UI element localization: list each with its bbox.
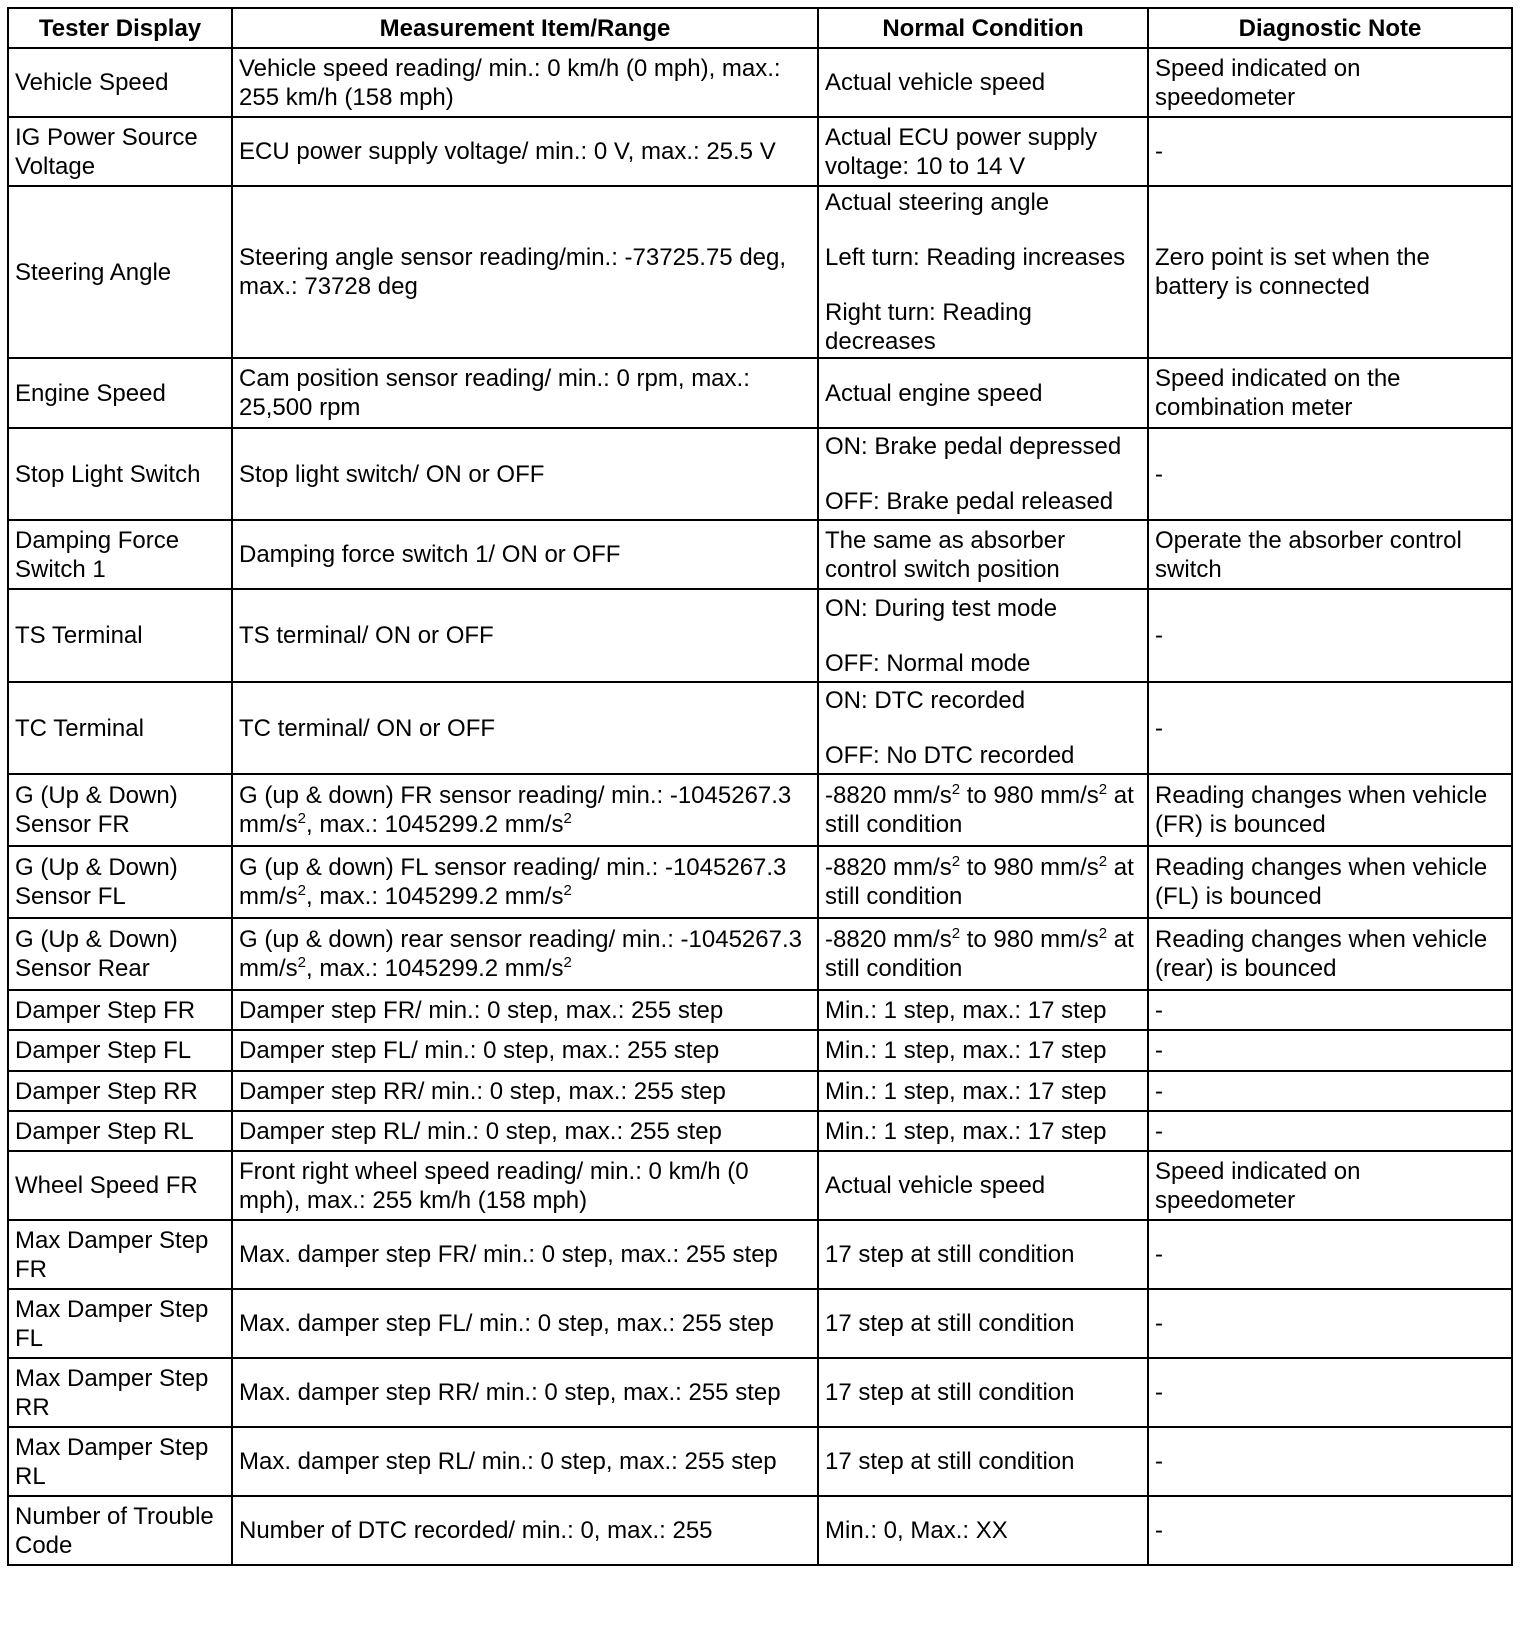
cell-text: Damper step FR/ min.: 0 step, max.: 255 step	[239, 996, 724, 1024]
diagnostic-note-cell	[1148, 774, 1512, 846]
cell-text: Reading changes when vehicle (rear) is bounced	[1155, 926, 1488, 982]
cell-text: -	[1155, 996, 1163, 1024]
exponent: 2	[1098, 781, 1108, 798]
normal-condition-cell	[818, 682, 1148, 774]
cell-text: Min.: 1 step, max.: 17 step	[825, 1077, 1107, 1105]
cell-text: -8820 $mm/s^2$ to 980 $mm/s^2$ at still condition	[825, 853, 1134, 910]
cell-text: -	[1155, 1379, 1163, 1406]
document-page	[7, 7, 1513, 1566]
tester-display-cell	[8, 1496, 232, 1565]
cell-text: Vehicle Speed	[15, 69, 169, 96]
table-row	[8, 1071, 1512, 1111]
cell-text: Max Damper Step RR	[15, 1364, 209, 1421]
normal-condition-cell	[818, 774, 1148, 846]
diagnostic-note-cell	[1148, 589, 1512, 682]
exponent: 2	[1098, 853, 1108, 870]
cell-text: Max Damper Step RL	[15, 1433, 209, 1490]
cell-text: 17 step at still condition	[825, 1310, 1075, 1337]
measurement-range-cell	[232, 1358, 818, 1427]
cell-text: Damping force switch 1/ ON or OFF	[239, 541, 621, 568]
column-header-measurement-item-range: Measurement Item/Range	[232, 8, 818, 48]
table-row	[8, 1220, 1512, 1289]
cell-text: -	[1155, 460, 1163, 488]
cell-text: Number of DTC recorded/ min.: 0, max.: 255	[239, 1517, 713, 1544]
diagnostic-note-cell	[1148, 520, 1512, 589]
cell-text: Min.: 1 step, max.: 17 step	[825, 996, 1107, 1024]
cell-text: Stop light switch/ ON or OFF	[239, 460, 545, 488]
diagnostic-note-cell	[1148, 682, 1512, 774]
tester-display-cell	[8, 1289, 232, 1358]
cell-text: Damping Force Switch 1	[15, 526, 180, 583]
measurement-range-cell	[232, 428, 818, 520]
cell-text: -	[1155, 1037, 1163, 1064]
table-row	[8, 48, 1512, 117]
table-row	[8, 520, 1512, 589]
cell-text: Actual vehicle speed	[825, 1172, 1046, 1199]
normal-condition-cell	[818, 1071, 1148, 1111]
diagnostic-note-cell	[1148, 1071, 1512, 1111]
cell-text: -	[1155, 1241, 1163, 1268]
diagnostic-note-cell	[1148, 428, 1512, 520]
cell-text: ON: Brake pedal depressed	[825, 433, 1122, 460]
normal-condition-cell	[818, 428, 1148, 520]
cell-text: Max Damper Step FL	[15, 1295, 209, 1352]
measurement-range-cell	[232, 918, 818, 990]
normal-condition-cell	[818, 1289, 1148, 1358]
measurement-range-cell	[232, 1071, 818, 1111]
cell-text: Cam position sensor reading/ min.: 0 rpm, max.: 25,500 rpm	[239, 365, 750, 421]
cell-text: Min.: 1 step, max.: 17 step	[825, 1037, 1107, 1064]
table-row	[8, 774, 1512, 846]
diagnostic-note-cell	[1148, 990, 1512, 1030]
measurement-range-cell	[232, 520, 818, 589]
normal-condition-cell	[818, 1496, 1148, 1565]
cell-text: Actual steering angle	[825, 189, 1050, 216]
table-row	[8, 682, 1512, 774]
normal-condition-cell	[818, 1151, 1148, 1220]
normal-condition-cell	[818, 117, 1148, 186]
cell-text: Left turn: Reading increases	[825, 244, 1126, 271]
measurement-range-cell	[232, 358, 818, 428]
tester-display-cell	[8, 1030, 232, 1071]
cell-text: Right turn: Reading decreases	[825, 299, 1032, 355]
table-row	[8, 918, 1512, 990]
tester-display-cell	[8, 358, 232, 428]
cell-text: G (up & down) rear sensor reading/ min.: -1045267.3 $mm/s^2$, max.: 1045299.2 $mm/s^2$	[239, 926, 802, 982]
cell-text: Damper Step RL	[15, 1117, 194, 1145]
cell-text: TC Terminal	[15, 714, 144, 742]
measurement-range-cell	[232, 589, 818, 682]
cell-text: IG Power Source Voltage	[15, 123, 198, 180]
data-list-table	[7, 7, 1513, 1566]
tester-display-cell	[8, 846, 232, 918]
diagnostic-note-cell	[1148, 846, 1512, 918]
table-row	[8, 1030, 1512, 1071]
measurement-range-cell	[232, 1111, 818, 1151]
cell-text: -	[1155, 1077, 1163, 1105]
cell-text: 17 step at still condition	[825, 1241, 1075, 1268]
cell-text: Damper step FL/ min.: 0 step, max.: 255 step	[239, 1037, 720, 1064]
tester-display-cell	[8, 1111, 232, 1151]
exponent: 2	[1098, 925, 1108, 942]
normal-condition-cell	[818, 48, 1148, 117]
cell-text: G (Up & Down) Sensor Rear	[15, 926, 178, 982]
table-header-row	[8, 8, 1512, 48]
cell-text: -8820 $mm/s^2$ to 980 $mm/s^2$ at still condition	[825, 925, 1134, 982]
exponent: 2	[951, 925, 961, 942]
measurement-range-cell	[232, 990, 818, 1030]
cell-text: Damper Step FL	[15, 1037, 192, 1064]
cell-text: Damper step RL/ min.: 0 step, max.: 255 step	[239, 1117, 722, 1145]
table-row	[8, 1289, 1512, 1358]
cell-text: The same as absorber control switch position	[825, 526, 1066, 583]
cell-text: -	[1155, 1517, 1163, 1544]
cell-text: -	[1155, 1117, 1163, 1145]
normal-condition-cell	[818, 1220, 1148, 1289]
table-row	[8, 358, 1512, 428]
column-header-diagnostic-note: Diagnostic Note	[1148, 8, 1512, 48]
measurement-range-cell	[232, 774, 818, 846]
cell-text: Zero point is set when the battery is connected	[1155, 244, 1430, 300]
measurement-range-cell	[232, 1220, 818, 1289]
tester-display-cell	[8, 1220, 232, 1289]
diagnostic-note-cell	[1148, 1358, 1512, 1427]
table-body	[8, 48, 1512, 1565]
cell-text: Speed indicated on speedometer	[1155, 1157, 1361, 1214]
diagnostic-note-cell	[1148, 1289, 1512, 1358]
measurement-range-cell	[232, 1496, 818, 1565]
exponent: 2	[951, 853, 961, 870]
tester-display-cell	[8, 990, 232, 1030]
cell-text: Damper Step RR	[15, 1077, 198, 1105]
measurement-range-cell	[232, 682, 818, 774]
normal-condition-cell	[818, 358, 1148, 428]
exponent: 2	[951, 781, 961, 798]
cell-text: ON: DTC recorded	[825, 687, 1026, 714]
normal-condition-cell	[818, 520, 1148, 589]
table-row	[8, 1111, 1512, 1151]
cell-text: -	[1155, 622, 1163, 649]
measurement-range-cell	[232, 117, 818, 186]
normal-condition-cell	[818, 990, 1148, 1030]
table-row	[8, 846, 1512, 918]
tester-display-cell	[8, 1427, 232, 1496]
exponent: 2	[563, 954, 572, 971]
cell-text: TC terminal/ ON or OFF	[239, 714, 496, 742]
diagnostic-note-cell	[1148, 48, 1512, 117]
cell-text: Actual ECU power supply voltage: 10 to 14 V	[825, 123, 1098, 180]
measurement-range-cell	[232, 1427, 818, 1496]
cell-text: G (up & down) FR sensor reading/ min.: -1045267.3 $mm/s^2$, max.: 1045299.2 $mm/s^2$	[239, 782, 792, 838]
normal-condition-cell	[818, 1030, 1148, 1071]
cell-text: 17 step at still condition	[825, 1448, 1075, 1475]
cell-text: Max. damper step RR/ min.: 0 step, max.: 255 step	[239, 1379, 781, 1406]
cell-text: Actual engine speed	[825, 379, 1043, 407]
diagnostic-note-cell	[1148, 1111, 1512, 1151]
tester-display-cell	[8, 682, 232, 774]
tester-display-cell	[8, 428, 232, 520]
measurement-range-cell	[232, 48, 818, 117]
normal-condition-cell	[818, 1358, 1148, 1427]
cell-text: Damper Step FR	[15, 996, 196, 1024]
cell-text: Reading changes when vehicle (FR) is bounced	[1155, 782, 1488, 838]
normal-condition-cell	[818, 589, 1148, 682]
cell-text: G (up & down) FL sensor reading/ min.: -1045267.3 $mm/s^2$, max.: 1045299.2 $mm/s^2$	[239, 854, 787, 910]
exponent: 2	[297, 882, 306, 899]
cell-text: OFF: Brake pedal released	[825, 488, 1114, 515]
exponent: 2	[297, 954, 306, 971]
cell-text: Speed indicated on the combination meter	[1155, 365, 1401, 421]
diagnostic-note-cell	[1148, 1496, 1512, 1565]
normal-condition-cell	[818, 918, 1148, 990]
diagnostic-note-cell	[1148, 1030, 1512, 1071]
tester-display-cell	[8, 1358, 232, 1427]
cell-text: Min.: 0, Max.: XX	[825, 1517, 1008, 1544]
tester-display-cell	[8, 520, 232, 589]
cell-text: ECU power supply voltage/ min.: 0 V, max.: 25.5 V	[239, 138, 776, 165]
table-row	[8, 1358, 1512, 1427]
measurement-range-cell	[232, 846, 818, 918]
cell-text: Actual vehicle speed	[825, 69, 1046, 96]
cell-text: G (Up & Down) Sensor FR	[15, 782, 178, 838]
table-row	[8, 186, 1512, 358]
cell-text: Min.: 1 step, max.: 17 step	[825, 1117, 1107, 1145]
cell-text: Max. damper step FR/ min.: 0 step, max.: 255 step	[239, 1241, 778, 1268]
tester-display-cell	[8, 918, 232, 990]
tester-display-cell	[8, 48, 232, 117]
tester-display-cell	[8, 589, 232, 682]
cell-text: TS terminal/ ON or OFF	[239, 622, 494, 649]
cell-text: Damper step RR/ min.: 0 step, max.: 255 step	[239, 1077, 726, 1105]
cell-text: OFF: No DTC recorded	[825, 742, 1075, 769]
cell-text: -	[1155, 1448, 1163, 1475]
diagnostic-note-cell	[1148, 358, 1512, 428]
tester-display-cell	[8, 117, 232, 186]
cell-text: Operate the absorber control switch	[1155, 526, 1462, 583]
measurement-range-cell	[232, 1151, 818, 1220]
normal-condition-cell	[818, 846, 1148, 918]
tester-display-cell	[8, 774, 232, 846]
table-row	[8, 990, 1512, 1030]
cell-text: Steering angle sensor reading/min.: -73725.75 deg, max.: 73728 deg	[239, 244, 787, 300]
table-row	[8, 117, 1512, 186]
tester-display-cell	[8, 186, 232, 358]
exponent: 2	[297, 810, 306, 827]
tester-display-cell	[8, 1071, 232, 1111]
cell-text: Number of Trouble Code	[15, 1502, 214, 1559]
diagnostic-note-cell	[1148, 117, 1512, 186]
cell-text: -	[1155, 138, 1163, 165]
cell-text: Speed indicated on speedometer	[1155, 54, 1361, 111]
cell-text: Wheel Speed FR	[15, 1172, 198, 1199]
measurement-range-cell	[232, 1289, 818, 1358]
normal-condition-cell	[818, 1427, 1148, 1496]
column-header-tester-display: Tester Display	[8, 8, 232, 48]
cell-text: Max. damper step RL/ min.: 0 step, max.: 255 step	[239, 1448, 777, 1475]
table-row	[8, 1151, 1512, 1220]
diagnostic-note-cell	[1148, 1220, 1512, 1289]
measurement-range-cell	[232, 186, 818, 358]
cell-text: G (Up & Down) Sensor FL	[15, 854, 178, 910]
cell-text: Vehicle speed reading/ min.: 0 km/h (0 mph), max.: 255 km/h (158 mph)	[239, 54, 781, 111]
cell-text: Engine Speed	[15, 379, 166, 407]
exponent: 2	[563, 810, 572, 827]
table-row	[8, 1496, 1512, 1565]
table-row	[8, 589, 1512, 682]
diagnostic-note-cell	[1148, 918, 1512, 990]
cell-text: Stop Light Switch	[15, 460, 201, 488]
cell-text: -	[1155, 1310, 1163, 1337]
measurement-range-cell	[232, 1030, 818, 1071]
cell-text: TS Terminal	[15, 622, 143, 649]
cell-text: OFF: Normal mode	[825, 649, 1031, 677]
diagnostic-note-cell	[1148, 1151, 1512, 1220]
column-header-normal-condition: Normal Condition	[818, 8, 1148, 48]
normal-condition-cell	[818, 186, 1148, 358]
cell-text: 17 step at still condition	[825, 1379, 1075, 1406]
table-row	[8, 1427, 1512, 1496]
cell-text: Front right wheel speed reading/ min.: 0 km/h (0 mph), max.: 255 km/h (158 mph)	[239, 1157, 749, 1214]
cell-text: Max. damper step FL/ min.: 0 step, max.: 255 step	[239, 1310, 774, 1337]
cell-text: -	[1155, 714, 1163, 742]
cell-text: ON: During test mode	[825, 594, 1058, 622]
diagnostic-note-cell	[1148, 1427, 1512, 1496]
cell-text: -8820 $mm/s^2$ to 980 $mm/s^2$ at still condition	[825, 781, 1134, 838]
diagnostic-note-cell	[1148, 186, 1512, 358]
tester-display-cell	[8, 1151, 232, 1220]
cell-text: Steering Angle	[15, 258, 172, 286]
table-row	[8, 428, 1512, 520]
cell-text: Reading changes when vehicle (FL) is bounced	[1155, 854, 1488, 910]
cell-text: Max Damper Step FR	[15, 1226, 209, 1283]
normal-condition-cell	[818, 1111, 1148, 1151]
exponent: 2	[563, 882, 572, 899]
